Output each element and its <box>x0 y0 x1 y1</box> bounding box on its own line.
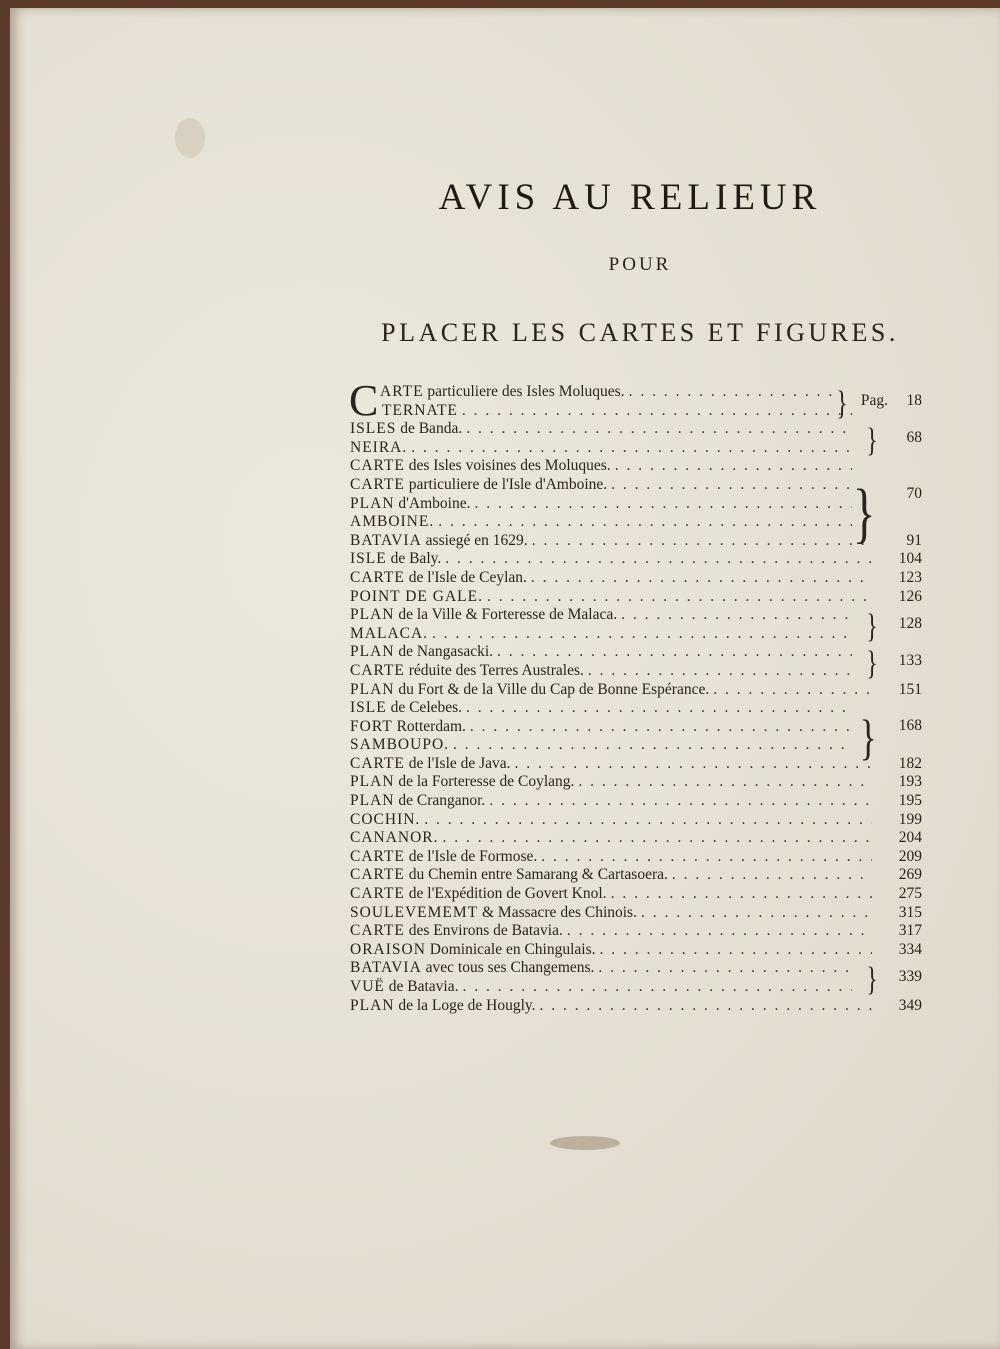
page-subtitle: PLACER LES CARTES ET FIGURES. <box>381 318 899 347</box>
dot-leader <box>713 681 872 700</box>
entry-rest: de la Forteresse de Coylang. <box>394 773 575 791</box>
entry-title <box>350 513 438 532</box>
dot-leader <box>445 550 872 569</box>
list-item <box>350 476 922 495</box>
page-title: AVIS AU RELIEUR <box>438 177 822 218</box>
entry-title <box>350 476 611 495</box>
dot-leader <box>424 811 872 830</box>
brace-mark: } <box>866 607 878 645</box>
list-item <box>350 643 922 662</box>
entry-title <box>350 643 497 662</box>
dot-leader <box>629 383 852 402</box>
page-number: 126 <box>898 587 922 605</box>
entry-title <box>350 681 713 700</box>
dot-leader <box>432 625 852 644</box>
entry-title <box>350 606 621 625</box>
entry-title <box>350 829 443 848</box>
entry-keyword: AMBOINE. <box>350 513 435 531</box>
entry-keyword: CARTE <box>350 866 405 884</box>
entry-title <box>350 625 432 644</box>
entry-title <box>350 811 424 830</box>
list-item <box>350 718 922 737</box>
dot-leader <box>487 588 872 607</box>
brace-mark: } <box>836 384 848 422</box>
dot-leader <box>466 420 852 439</box>
list-item <box>350 997 922 1016</box>
entry-title <box>350 866 672 885</box>
list-item <box>350 885 922 904</box>
entry-title <box>350 904 641 923</box>
entry-rest: particuliere de l'Isle d'Amboine. <box>404 475 608 493</box>
entry-title <box>350 699 466 718</box>
list-item <box>350 829 922 848</box>
list-item <box>350 606 922 625</box>
entry-keyword: ARTE <box>380 383 424 400</box>
list-item <box>350 625 922 644</box>
entry-rest: de la Ville & Forteresse de Malaca. <box>394 606 618 624</box>
entry-keyword: CARTE <box>350 568 405 586</box>
entry-title <box>350 736 453 755</box>
dot-leader <box>615 457 852 476</box>
entry-rest: avec tous ses Changemens. <box>421 959 595 977</box>
list-item <box>350 978 922 997</box>
paper-stain <box>175 118 205 158</box>
page-number: 193 <box>898 773 922 791</box>
entry-rest: de Batavia. <box>384 978 459 995</box>
page-number: 123 <box>898 568 922 586</box>
entry-keyword: PLAN <box>350 494 395 512</box>
entry-title <box>350 457 615 476</box>
page-number: 168 <box>898 717 922 735</box>
entry-rest: de Cranganor. <box>394 792 486 810</box>
list-item <box>350 681 922 700</box>
dot-leader <box>598 959 852 978</box>
list-item <box>350 662 922 681</box>
page-number: 133 <box>898 652 922 669</box>
entry-title <box>350 383 629 402</box>
entry-rest: de la Loge de Hougly. <box>394 996 536 1014</box>
entry-rest: de Baly. <box>386 550 442 568</box>
entry-title <box>350 997 540 1016</box>
entry-rest: de l'Isle de Java. <box>404 754 511 772</box>
entry-keyword: TERNATE <box>382 401 458 419</box>
entry-title <box>350 792 489 811</box>
dot-leader <box>453 736 852 755</box>
dot-leader <box>474 495 852 514</box>
list-item <box>350 457 922 476</box>
list-item <box>350 736 922 755</box>
entry-keyword: SAMBOUPO. <box>350 736 450 754</box>
list-item <box>350 922 922 941</box>
entry-keyword: CARTE <box>350 754 405 772</box>
entry-keyword: CANANOR. <box>350 829 439 847</box>
list-item <box>350 811 922 830</box>
entry-title <box>350 848 541 867</box>
dot-leader <box>497 643 852 662</box>
entry-keyword: PLAN <box>350 792 395 810</box>
entry-keyword: FORT <box>350 717 393 735</box>
brace-mark: } <box>866 645 878 682</box>
entry-keyword: PLAN <box>350 773 395 791</box>
entry-rest: & Massacre des Chinois. <box>478 903 637 921</box>
page-number: 349 <box>898 996 922 1014</box>
list-item <box>350 959 922 978</box>
dot-leader <box>470 718 852 737</box>
dot-leader <box>443 829 872 848</box>
entry-keyword: CARTE <box>350 661 405 679</box>
entry-keyword: PLAN <box>350 643 395 661</box>
entry-rest: des Environs de Batavia. <box>404 922 563 940</box>
entry-keyword: VUË <box>350 978 385 995</box>
brace-mark: } <box>866 421 878 459</box>
pag-label: Pag. <box>860 391 888 409</box>
dot-leader <box>438 513 852 532</box>
entry-rest: de Celebes. <box>386 699 463 717</box>
list-item <box>350 513 922 532</box>
dot-leader <box>611 476 852 495</box>
entry-rest: de l'Isle de Ceylan. <box>404 568 527 586</box>
entry-keyword: PLAN <box>350 680 395 698</box>
entry-title <box>350 885 611 904</box>
list-item <box>350 904 922 923</box>
paper-stain <box>550 1136 620 1150</box>
entry-keyword: NEIRA. <box>350 438 408 456</box>
entry-keyword: PLAN <box>350 606 395 624</box>
page-number: 151 <box>898 680 922 698</box>
entry-title <box>350 439 411 458</box>
page-number: 317 <box>898 922 922 940</box>
list-item <box>350 848 922 867</box>
entry-rest: Dominicale en Chingulais. <box>425 940 596 958</box>
entry-title <box>350 550 445 569</box>
page-number: 182 <box>898 754 922 772</box>
page-pour: POUR <box>608 254 672 275</box>
list-item <box>350 792 922 811</box>
entry-keyword: ISLE <box>350 550 387 568</box>
dot-leader <box>515 755 872 774</box>
page-number: 18 <box>906 391 922 409</box>
entry-title <box>350 495 474 514</box>
entry-title <box>350 569 531 588</box>
entry-keyword: CARTE <box>350 847 405 865</box>
entry-rest: de Nangasacki. <box>394 643 494 661</box>
entry-rest: réduite des Terres Australes. <box>404 661 584 679</box>
dot-leader <box>611 885 872 904</box>
entry-rest: d'Amboine. <box>394 494 471 512</box>
entry-keyword: CARTE <box>350 475 405 493</box>
entry-rest: de l'Isle de Formose. <box>404 847 538 865</box>
dot-leader <box>462 978 852 997</box>
page-number: 70 <box>906 484 922 502</box>
page-number: 334 <box>898 940 922 958</box>
list-item <box>350 773 922 792</box>
book-page <box>10 8 1000 1349</box>
dot-leader <box>600 941 872 960</box>
list-item <box>350 699 922 718</box>
entry-keyword: SOULEVEMEMT <box>350 903 479 921</box>
list-item <box>350 532 922 551</box>
page-number: 209 <box>898 847 922 865</box>
entry-rest: assiegé en 1629. <box>421 531 528 549</box>
entry-title <box>350 959 598 978</box>
dot-leader <box>466 699 852 718</box>
dot-leader <box>541 848 872 867</box>
list-item <box>350 755 922 774</box>
page-number: 315 <box>898 903 922 921</box>
entry-keyword: BATAVIA <box>350 531 422 549</box>
entry-title <box>350 662 588 681</box>
entry-title <box>350 922 567 941</box>
brace-mark: } <box>859 709 877 766</box>
dot-leader <box>641 904 872 923</box>
entry-keyword: BATAVIA <box>350 959 422 977</box>
entry-rest: Rotterdam. <box>392 717 466 735</box>
entry-title <box>350 755 515 774</box>
entry-keyword: PLAN <box>350 996 395 1014</box>
list-item <box>350 866 922 885</box>
page-number: 269 <box>898 866 922 884</box>
page-number: 195 <box>898 792 922 810</box>
entry-title <box>350 718 470 737</box>
entry-rest: de Banda. <box>396 420 463 438</box>
page-number: 91 <box>906 531 922 549</box>
dot-leader <box>588 662 852 681</box>
page-number: 68 <box>906 428 922 446</box>
page-number: 104 <box>898 550 922 568</box>
entry-title <box>350 978 462 997</box>
brace-mark: } <box>866 961 878 999</box>
dot-leader <box>462 402 852 421</box>
entry-keyword: MALACA. <box>350 624 429 642</box>
dot-leader <box>578 773 872 792</box>
entry-keyword: POINT DE GALE. <box>350 587 483 605</box>
entry-keyword: ISLES <box>350 420 397 438</box>
list-item <box>350 439 922 458</box>
list-item <box>350 550 922 569</box>
list-item <box>350 569 922 588</box>
page-number: 275 <box>898 885 922 903</box>
entry-keyword: COCHIN. <box>350 810 421 828</box>
list-item <box>350 588 922 607</box>
dot-leader <box>411 439 852 458</box>
page-number: 204 <box>898 829 922 847</box>
dot-leader <box>672 866 872 885</box>
page-number: 199 <box>898 810 922 828</box>
entry-keyword: ORAISON <box>350 940 426 958</box>
drop-cap: C <box>349 376 379 425</box>
list-item <box>350 420 922 439</box>
entry-keyword: CARTE <box>350 885 405 903</box>
dot-leader <box>489 792 872 811</box>
page-number <box>852 457 922 476</box>
dot-leader <box>567 922 872 941</box>
entry-title <box>350 941 600 960</box>
dot-leader <box>540 997 872 1016</box>
dot-leader <box>621 606 852 625</box>
entry-keyword: CARTE <box>350 922 405 940</box>
page-number: 339 <box>898 968 922 986</box>
list-item <box>350 495 922 514</box>
plate-list <box>349 376 922 1015</box>
entry-rest: du Fort & de la Ville du Cap de Bonne Espérance. <box>394 680 710 698</box>
entry-keyword: CARTE <box>350 457 405 475</box>
entry-rest: particuliere des Isles Moluques. <box>423 383 625 400</box>
list-item <box>350 941 922 960</box>
page-number: 128 <box>898 614 922 632</box>
entry-keyword: ISLE <box>350 699 387 717</box>
entry-title <box>350 532 532 551</box>
entry-rest: des Isles voisines des Moluques. <box>404 457 611 475</box>
entry-rest: du Chemin entre Samarang & Cartasoera. <box>404 866 668 884</box>
entry-title <box>350 773 578 792</box>
dot-leader <box>531 569 872 588</box>
dot-leader <box>532 532 872 551</box>
brace-mark: } <box>852 475 876 550</box>
entry-rest: de l'Expédition de Govert Knol. <box>404 885 607 903</box>
entry-title <box>350 588 487 607</box>
